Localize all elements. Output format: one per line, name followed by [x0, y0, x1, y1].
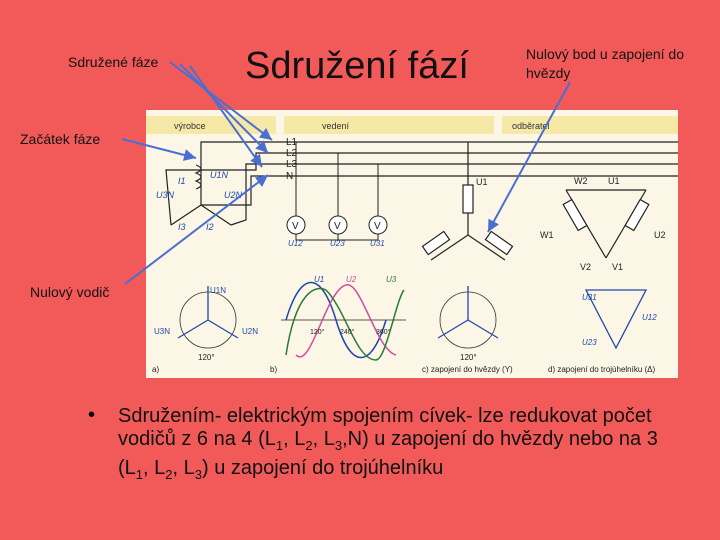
caption-b: b): [270, 365, 278, 374]
caption-c: c) zapojení do hvězdy (Y): [422, 365, 513, 374]
caption-d: d) zapojení do trojúhelníku (Δ): [548, 365, 656, 374]
gen-i2: I2: [206, 222, 214, 232]
header-odberatel: odběratel: [512, 121, 550, 131]
phasor-d-u23: U23: [582, 338, 597, 347]
header-band-vyrobce: [146, 116, 276, 134]
gen-u1n: U1N: [210, 170, 229, 180]
three-phase-diagram: [146, 110, 678, 378]
bullet-point: [88, 405, 688, 486]
gen-i3: I3: [178, 222, 186, 232]
phasor-c-angle: 120°: [460, 353, 477, 362]
star-u1: U1: [476, 177, 488, 187]
meter-label-u31: U31: [370, 239, 385, 248]
line-label-l3: L3: [286, 159, 298, 170]
delta-w2: W2: [574, 176, 588, 186]
line-label-n: N: [286, 171, 294, 182]
header-vyrobce: výrobce: [174, 121, 206, 131]
gen-u2n: U2N: [224, 190, 243, 200]
line-label-l2: L2: [286, 148, 298, 159]
caption-a: a): [152, 365, 160, 374]
delta-u1: U1: [608, 176, 620, 186]
wave-angle-120: 120°: [310, 329, 325, 336]
gen-u3n: U3N: [156, 190, 175, 200]
bullet-text: Sdružením- elektrickým spojením cívek- lze redukovat počet vodičů z 6 na 4 ($L_1$, $L_2$, $L_3,N$) u zapojení do hvězdy nebo na 3 ($L_1$, $L_2$, $L_3$) u zapojení do trojúhelníku: [118, 405, 658, 482]
phasor-a-angle: 120°: [198, 353, 215, 362]
phasor-d-u12: U12: [642, 313, 657, 322]
wave-u3: U3: [386, 275, 397, 284]
wave-angle-240: 240°: [340, 329, 355, 336]
wave-u2: U2: [346, 275, 357, 284]
wave-u1: U1: [314, 275, 325, 284]
meter-v1: V: [292, 221, 299, 232]
delta-w1: W1: [540, 230, 554, 240]
meter-v2: V: [334, 221, 341, 232]
meter-v3: V: [374, 221, 381, 232]
callout-nulovy-vodic: Nulový vodič: [30, 284, 110, 300]
phasor-a-u3n: U3N: [154, 327, 171, 336]
callout-sdruzene-faze: Sdružené fáze: [68, 54, 159, 70]
delta-v2: V2: [580, 262, 592, 272]
meter-label-u12: U12: [288, 239, 303, 248]
callout-nulovy-bod: Nulový bod u zapojení do hvězdy: [526, 46, 684, 81]
delta-u2: U2: [654, 230, 666, 240]
delta-v1: V1: [612, 262, 624, 272]
meter-label-u23: U23: [330, 239, 345, 248]
phasor-a-u1n: U1N: [210, 286, 227, 295]
gen-i1: I1: [178, 176, 186, 186]
line-label-l1: L1: [286, 137, 298, 148]
slide-title: Sdružení fází: [245, 45, 469, 87]
bullet-dot: •: [88, 404, 96, 426]
callout-zacatek-faze: Začátek fáze: [20, 131, 101, 147]
header-vedeni: vedení: [322, 121, 350, 131]
wave-angle-360: 360°: [376, 329, 391, 336]
phasor-a-u2n: U2N: [242, 327, 259, 336]
header-band-vedeni: [284, 116, 494, 134]
phasor-d-u31: U31: [582, 293, 597, 302]
